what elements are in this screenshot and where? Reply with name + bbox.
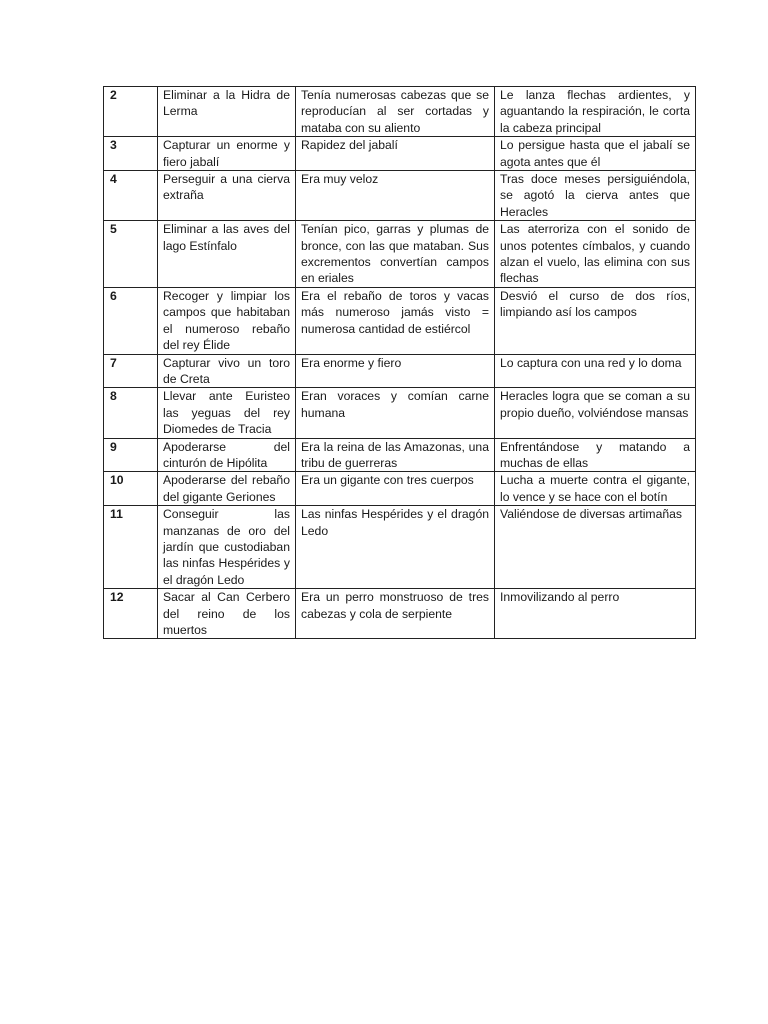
labor-number: 2 xyxy=(104,87,158,137)
labor-difficulty: Tenían pico, garras y plumas de bronce, con las que mataban. Sus excrementos convertían campos en eriales xyxy=(296,221,495,288)
labor-difficulty: Era un gigante con tres cuerpos xyxy=(296,472,495,506)
table-row xyxy=(104,438,696,472)
labor-number: 8 xyxy=(104,388,158,438)
table-row xyxy=(104,388,696,438)
table-row xyxy=(104,137,696,171)
labor-solution: Le lanza flechas ardientes, y aguantando la respiración, le corta la cabeza principal xyxy=(495,87,696,137)
labor-task: Eliminar a la Hidra de Lerma xyxy=(158,87,296,137)
labor-task: Perseguir a una cierva extraña xyxy=(158,171,296,221)
table-row xyxy=(104,506,696,589)
labor-task: Capturar vivo un toro de Creta xyxy=(158,354,296,388)
labor-task: Recoger y limpiar los campos que habitaban el numeroso rebaño del rey Élide xyxy=(158,287,296,354)
table-row xyxy=(104,354,696,388)
labor-solution: Lucha a muerte contra el gigante, lo vence y se hace con el botín xyxy=(495,472,696,506)
labor-difficulty: Rapidez del jabalí xyxy=(296,137,495,171)
table-row xyxy=(104,87,696,137)
labor-difficulty: Era el rebaño de toros y vacas más numeroso jamás visto = numerosa cantidad de estiércol xyxy=(296,287,495,354)
labor-number: 3 xyxy=(104,137,158,171)
labors-table xyxy=(103,86,696,639)
labor-difficulty: Las ninfas Hespérides y el dragón Ledo xyxy=(296,506,495,589)
labor-solution: Desvió el curso de dos ríos, limpiando así los campos xyxy=(495,287,696,354)
labor-number: 9 xyxy=(104,438,158,472)
labor-difficulty: Tenía numerosas cabezas que se reproducían al ser cortadas y mataba con su aliento xyxy=(296,87,495,137)
table-row xyxy=(104,287,696,354)
labor-number: 12 xyxy=(104,589,158,639)
labor-difficulty: Eran voraces y comían carne humana xyxy=(296,388,495,438)
labor-number: 6 xyxy=(104,287,158,354)
labor-difficulty: Era muy veloz xyxy=(296,171,495,221)
labor-number: 4 xyxy=(104,171,158,221)
labor-difficulty: Era un perro monstruoso de tres cabezas y cola de serpiente xyxy=(296,589,495,639)
labor-solution: Lo persigue hasta que el jabalí se agota antes que él xyxy=(495,137,696,171)
table-row xyxy=(104,472,696,506)
labor-number: 11 xyxy=(104,506,158,589)
labor-solution: Inmovilizando al perro xyxy=(495,589,696,639)
table-row xyxy=(104,589,696,639)
labor-task: Conseguir las manzanas de oro del jardín que custodiaban las ninfas Hespérides y el dragón Ledo xyxy=(158,506,296,589)
table-row xyxy=(104,171,696,221)
labor-solution: Las aterroriza con el sonido de unos potentes címbalos, y cuando alzan el vuelo, las elimina con sus flechas xyxy=(495,221,696,288)
labor-task: Apoderarse del cinturón de Hipólita xyxy=(158,438,296,472)
labor-difficulty: Era enorme y fiero xyxy=(296,354,495,388)
labor-difficulty: Era la reina de las Amazonas, una tribu de guerreras xyxy=(296,438,495,472)
labor-solution: Tras doce meses persiguiéndola, se agotó la cierva antes que Heracles xyxy=(495,171,696,221)
labor-task: Llevar ante Euristeo las yeguas del rey Diomedes de Tracia xyxy=(158,388,296,438)
labor-task: Eliminar a las aves del lago Estínfalo xyxy=(158,221,296,288)
labor-number: 7 xyxy=(104,354,158,388)
labor-task: Apoderarse del rebaño del gigante Geriones xyxy=(158,472,296,506)
labor-solution: Valiéndose de diversas artimañas xyxy=(495,506,696,589)
table-row xyxy=(104,221,696,288)
labor-task: Capturar un enorme y fiero jabalí xyxy=(158,137,296,171)
labor-number: 10 xyxy=(104,472,158,506)
labor-task: Sacar al Can Cerbero del reino de los muertos xyxy=(158,589,296,639)
labor-solution: Lo captura con una red y lo doma xyxy=(495,354,696,388)
labor-solution: Enfrentándose y matando a muchas de ellas xyxy=(495,438,696,472)
labor-number: 5 xyxy=(104,221,158,288)
labor-solution: Heracles logra que se coman a su propio dueño, volviéndose mansas xyxy=(495,388,696,438)
